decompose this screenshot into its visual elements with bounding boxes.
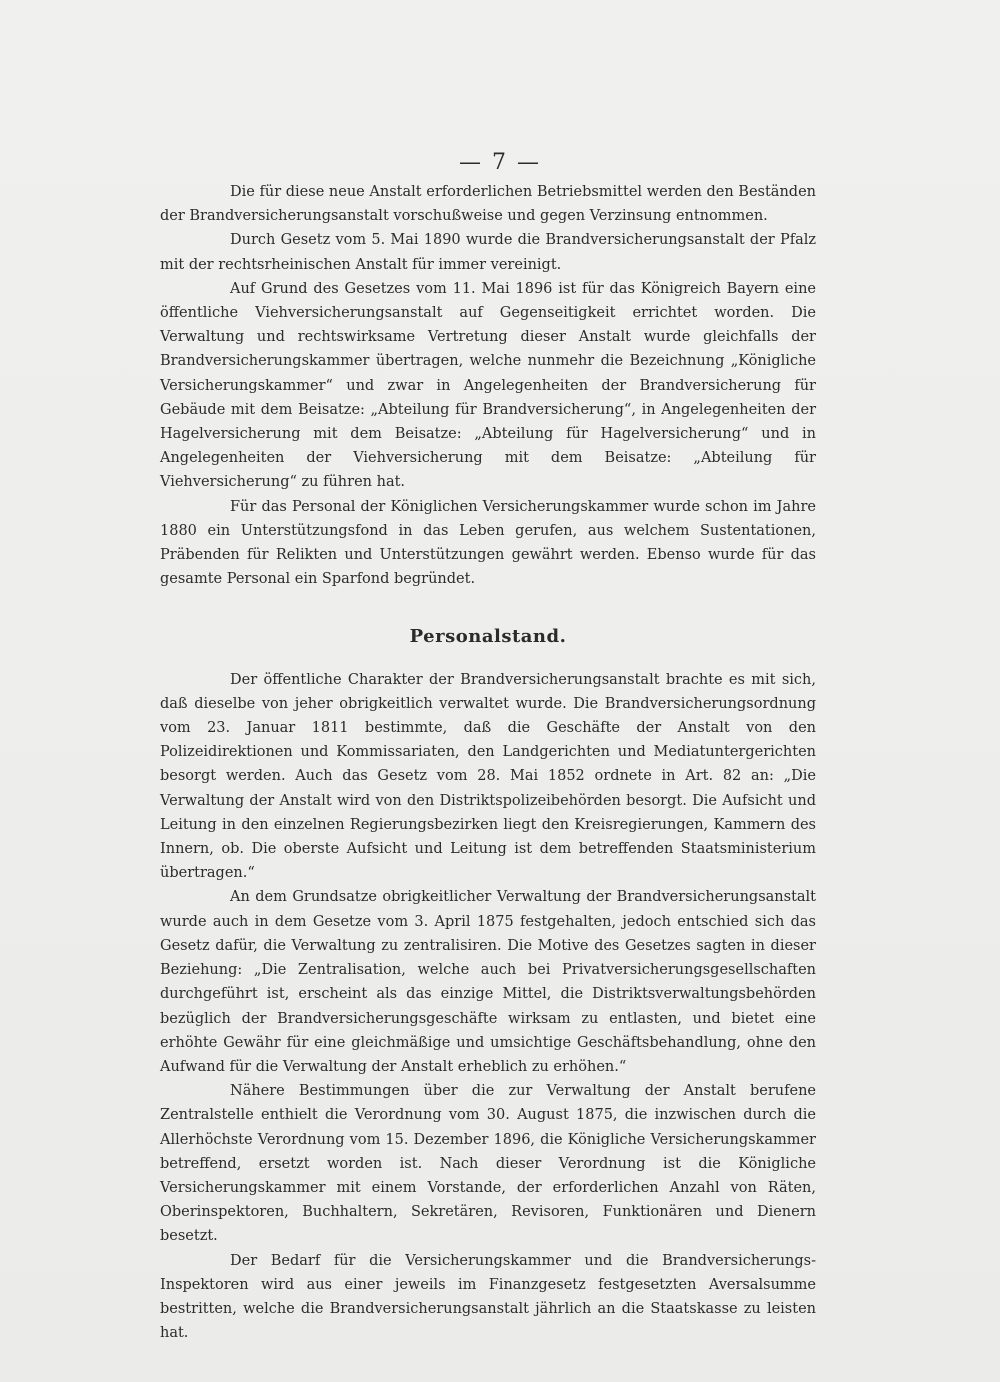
section-heading: Personalstand.	[409, 626, 567, 648]
paragraph: An dem Grundsatze obrigkeitlicher Verwaltung der Brandversicherungsanstalt wurde auch in dem Gesetze vom 3. April 1875 festgehalten, jedoch entschied sich das Gesetz dafür, die Verwaltung zu zentralisiren. Die Motive des Gesetzes sagten in dieser Beziehung: „Die Zentralisation, welche auch bei Privatversicherungsgesellschaften durchgeführt ist, erscheint als das einzige Mittel, die Distriktsverwaltungsbehörden bezüglich der Brandversicherungsgeschäfte wirksam zu entlasten, und bietet eine erhöhte Gewähr für eine gleichmäßige und umsichtige Geschäftsbehandlung, ohne den Aufwand für die Verwaltung der Anstalt erheblich zu erhöhen.“	[160, 889, 816, 1075]
paragraph: Durch Gesetz vom 5. Mai 1890 wurde die Brandversicherungsanstalt der Pfalz mit der rechtsrheinischen Anstalt für immer vereinigt.	[160, 232, 816, 273]
paragraph: Der öffentliche Charakter der Brandversicherungsanstalt brachte es mit sich, daß dieselbe von jeher obrigkeitlich verwaltet wurde. Die Brandversicherungsordnung vom 23. Januar 1811 bestimmte, daß die Geschäfte der Anstalt von den Polizeidirektionen und Kommissariaten, den Landgerichten und Mediatuntergerichten besorgt werden. Auch das Gesetz vom 28. Mai 1852 ordnete in Art. 82 an: „Die Verwaltung der Anstalt wird von den Distriktspolizeibehörden besorgt. Die Aufsicht und Leitung in den einzelnen Regierungsbezirken liegt den Kreisregierungen, Kammern des Innern, ob. Die oberste Aufsicht und Leitung ist dem betreffenden Staatsministerium übertragen.“	[160, 671, 816, 882]
paragraph: Der Bedarf für die Versicherungskammer und die Brandversicherungs-Inspektoren wird aus einer jeweils im Finanzgesetz festgesetzten Aversalsumme bestritten, welche die Brandversicherungsanstalt jährlich an die Staatskasse zu leisten hat.	[160, 1252, 816, 1342]
paragraph: Für das Personal der Königlichen Versicherungskammer wurde schon im Jahre 1880 ein Unterstützungsfond in das Leben gerufen, aus welchem Sustentationen, Präbenden für Relikten und Unterstützungen gewährt werden. Ebenso wurde für das gesamte Personal ein Sparfond begründet.	[160, 498, 816, 588]
page-number: — 7 —	[459, 150, 541, 175]
paragraph: Auf Grund des Gesetzes vom 11. Mai 1896 ist für das Königreich Bayern eine öffentliche Viehversicherungsanstalt auf Gegenseitigkeit errichtet worden. Die Verwaltung und rechtswirksame Vertretung dieser Anstalt wurde gleichfalls der Brandversicherungskammer übertragen, welche nunmehr die Bezeichnung „Königliche Versicherungskammer“ und zwar in Angelegenheiten der Brandversicherung für Gebäude mit dem Beisatze: „Abteilung für Brandversicherung“, in Angelegenheiten der Hagelversicherung mit dem Beisatze: „Abteilung für Hagelversicherung“ und in Angelegenheiten der Viehversicherung mit dem Beisatze: „Abteilung für Viehversicherung“ zu führen hat.	[160, 280, 816, 491]
paragraph: Nähere Bestimmungen über die zur Verwaltung der Anstalt berufene Zentralstelle enthielt die Verordnung vom 30. August 1875, die inzwischen durch die Allerhöchste Verordnung vom 15. Dezember 1896, die Königliche Versicherungskammer betreffend, ersetzt worden ist. Nach dieser Verordnung ist die Königliche Versicherungskammer mit einem Vorstande, der erforderlichen Anzahl von Räten, Oberinspektoren, Buchhaltern, Sekretären, Revisoren, Funktionären und Dienern besetzt.	[160, 1083, 816, 1245]
body-text	[160, 180, 816, 1345]
paragraph: Die für diese neue Anstalt erforderlichen Betriebsmittel werden den Beständen der Brandversicherungsanstalt vorschußweise und gegen Verzinsung entnommen.	[160, 184, 816, 225]
